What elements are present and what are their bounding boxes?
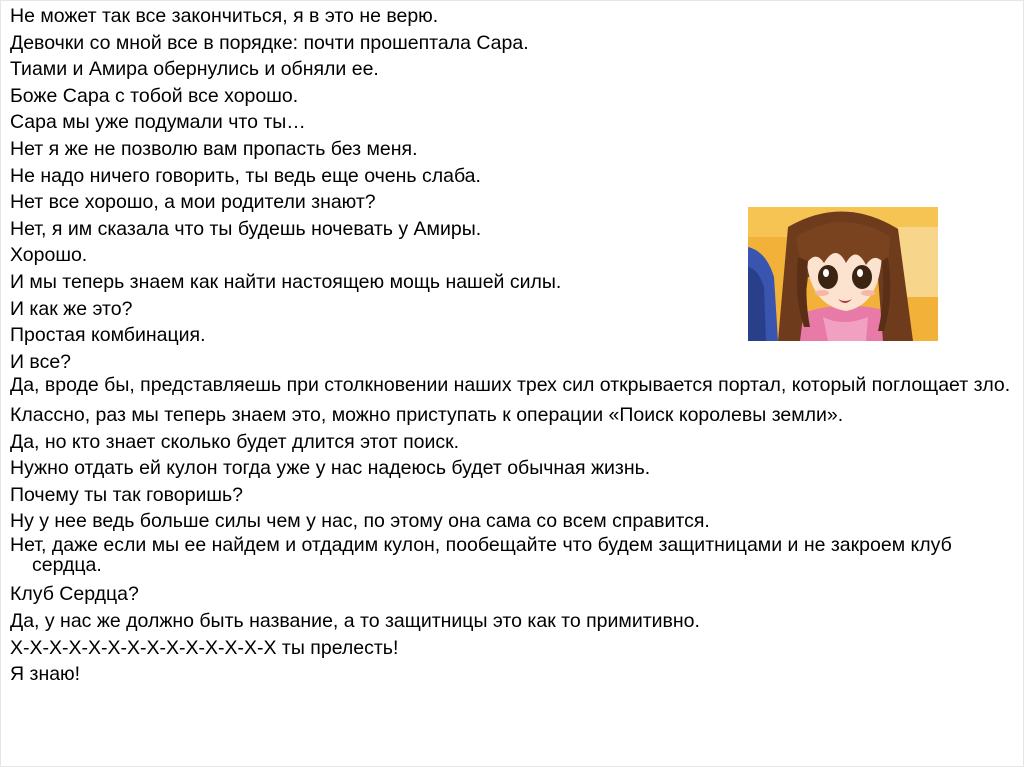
dialogue-line: Не надо ничего говорить, ты ведь еще очень слаба. [10, 164, 481, 187]
dialogue-line: Да, у нас же должно быть название, а то защитницы это как то примитивно. [10, 610, 700, 633]
dialogue-line: Ну у нее ведь больше силы чем у нас, по этому она сама со всем справится. [10, 510, 710, 533]
dialogue-line: Тиами и Амира обернулись и обняли ее. [10, 58, 379, 81]
dialogue-text [10, 3, 1020, 688]
dialogue-line: Хорошо. [10, 244, 88, 267]
dialogue-line: Нет все хорошо, а мои родители знают? [10, 191, 376, 214]
dialogue-line: Нет, я им сказала что ты будешь ночевать у Амиры. [10, 217, 482, 240]
dialogue-line: Клуб Сердца? [10, 583, 139, 606]
dialogue-line: Не может так все закончиться, я в это не верю. [10, 5, 439, 27]
dialogue-line: И все? [10, 350, 72, 373]
dialogue-line: Нужно отдать ей кулон тогда уже у нас надеюсь будет обычная жизнь. [10, 457, 651, 480]
dialogue-line: И мы теперь знаем как найти настоящею мощь нашей силы. [10, 270, 562, 293]
dialogue-line: Да, но кто знает сколько будет длится этот поиск. [10, 430, 460, 453]
dialogue-line: Я знаю! [10, 663, 81, 686]
dialogue-line: И как же это? [10, 297, 133, 320]
dialogue-line: Сара мы уже подумали что ты… [10, 111, 306, 134]
anime-girl-portrait-icon [748, 207, 938, 341]
dialogue-line: Почему ты так говоришь? [10, 483, 244, 506]
dialogue-line: Х-Х-Х-Х-Х-Х-Х-Х-Х-Х-Х-Х-Х-Х ты прелесть! [10, 636, 399, 659]
dialogue-line: Классно, раз мы теперь знаем это, можно приступать к операции «Поиск королевы земли». [10, 403, 844, 426]
dialogue-line: Девочки со мной все в порядке: почти прошептала Сара. [10, 31, 529, 54]
dialogue-line: Нет, даже если мы ее найдем и отдадим кулон, пообещайте что будем защитницами и не закроем клуб сердца. [10, 533, 952, 576]
dialogue-line: Да, вроде бы, представляешь при столкновении наших трех сил открывается портал, который поглощает зло. [10, 374, 1011, 397]
dialogue-line: Нет я же не позволю вам пропасть без меня. [10, 137, 418, 160]
dialogue-line: Простая комбинация. [10, 324, 206, 347]
dialogue-line: Боже Сара с тобой все хорошо. [10, 84, 299, 107]
